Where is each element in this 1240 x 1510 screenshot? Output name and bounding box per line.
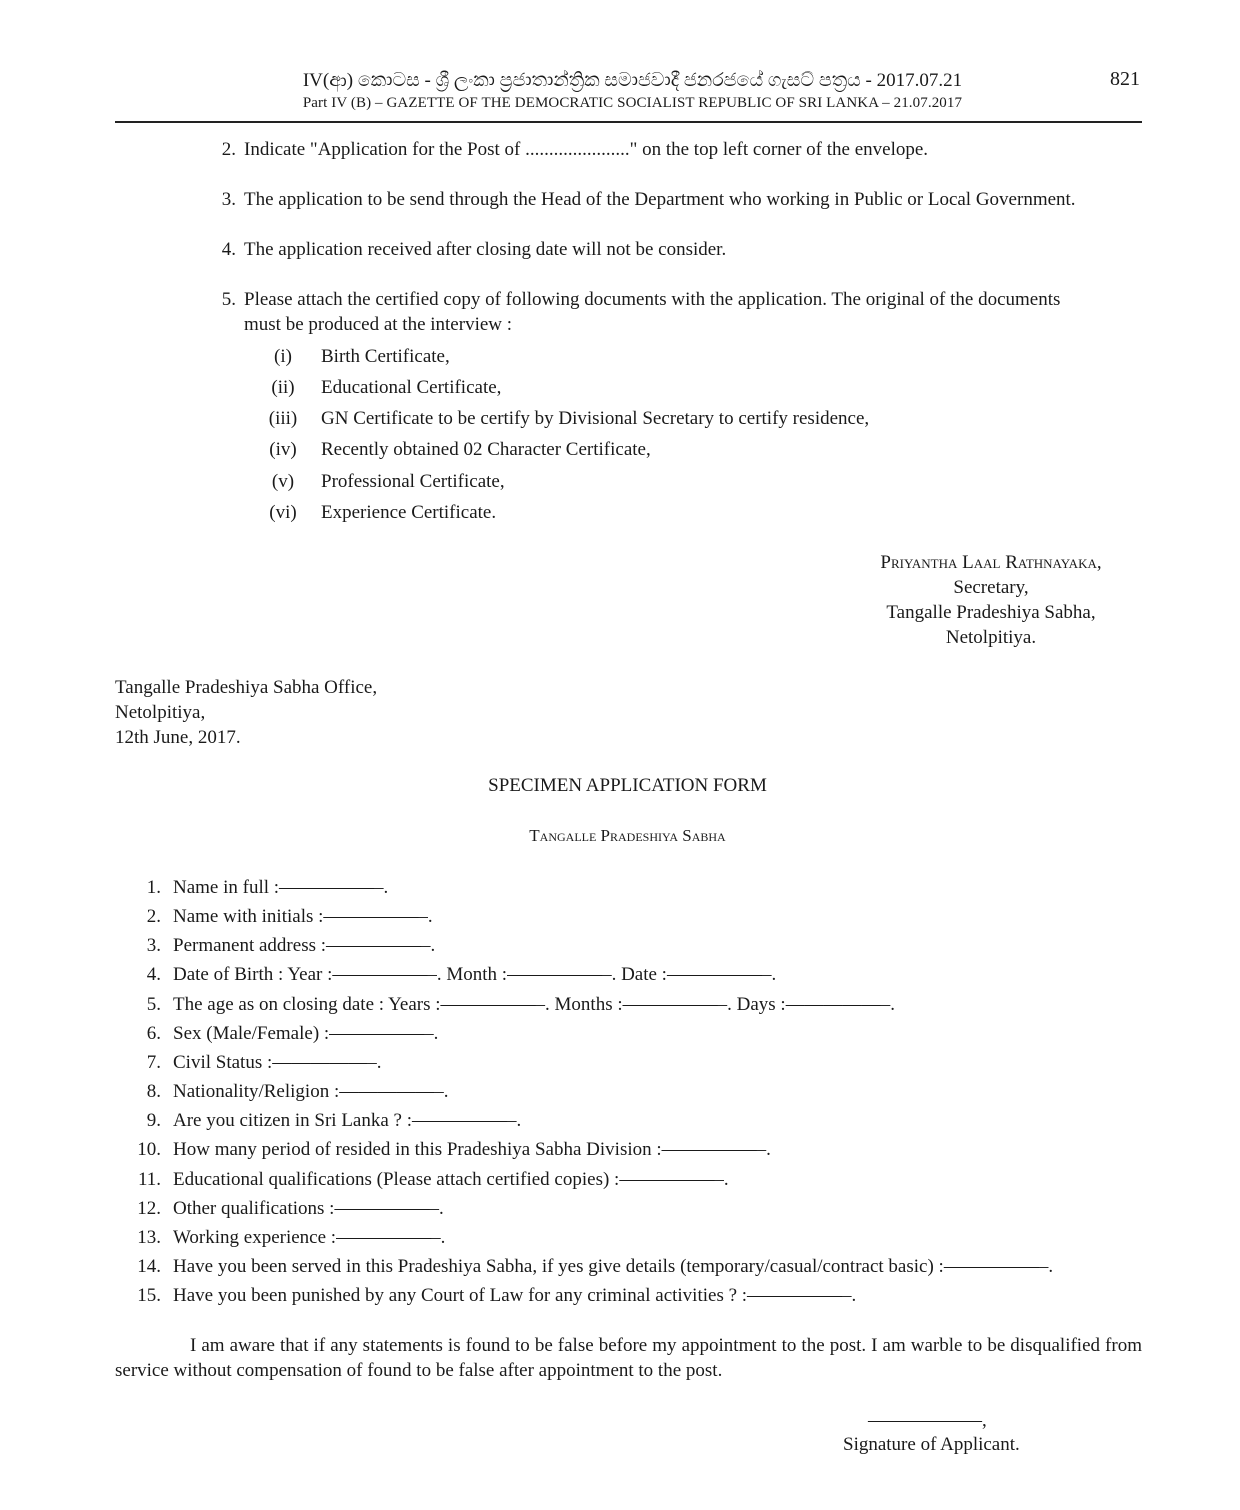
signature-line: ——————,: [868, 1410, 987, 1431]
instruction-text-continued: must be produced at the interview :: [244, 314, 513, 335]
form-field-text: Name in full :—————–.: [173, 877, 389, 898]
instruction-number: 3.: [221, 189, 236, 210]
form-field-text: Have you been punished by any Court of Law for any criminal activities ? :—————–.: [173, 1285, 857, 1306]
form-field-text: Educational qualifications (Please attach certified copies) :—————–.: [173, 1169, 729, 1190]
form-field-number: 5.: [146, 994, 161, 1015]
form-field-text: Civil Status :—————–.: [173, 1052, 382, 1073]
instruction-text: The application to be send through the Head of the Department who working in Public or Local Government.: [244, 189, 1076, 210]
form-field-text: Sex (Male/Female) :—————–.: [173, 1023, 439, 1044]
form-field-number: 14.: [137, 1256, 161, 1277]
form-field-number: 10.: [137, 1139, 161, 1160]
declaration-text: I am aware that if any statements is found to be false before my appointment to the post. I am warble to be disqualified from service without compensation of found to be false after appointment to the post.: [115, 1335, 1142, 1381]
document-number: (ii): [271, 377, 295, 398]
signatory-organization: Tangalle Pradeshiya Sabha,: [886, 602, 1096, 623]
form-field-number: 4.: [146, 964, 161, 985]
form-field-number: 11.: [137, 1169, 161, 1190]
form-title: SPECIMEN APPLICATION FORM: [488, 775, 767, 796]
instruction-number: 2.: [221, 139, 236, 160]
form-field-text: Nationality/Religion :—————–.: [173, 1081, 449, 1102]
document-text: Recently obtained 02 Character Certificate,: [321, 439, 651, 460]
form-field-number: 1.: [146, 877, 161, 898]
signatory-place: Netolpitiya.: [945, 627, 1037, 648]
form-field-text: Permanent address :—————–.: [173, 935, 436, 956]
instruction-number: 5.: [221, 289, 236, 310]
instruction-text: Indicate "Application for the Post of ......................" on the top left corner of the envelope.: [244, 139, 929, 160]
office-name: Tangalle Pradeshiya Sabha Office,: [115, 677, 378, 698]
form-field-text: The age as on closing date : Years :—————–. Months :—————–. Days :—————–.: [173, 994, 895, 1015]
form-field-number: 7.: [146, 1052, 161, 1073]
instruction-number: 4.: [221, 239, 236, 260]
signature-label: Signature of Applicant.: [843, 1434, 1020, 1455]
office-date: 12th June, 2017.: [115, 727, 241, 748]
form-field-text: How many period of resided in this Pradeshiya Sabha Division :—————–.: [173, 1139, 771, 1160]
form-field-text: Date of Birth : Year :—————–. Month :—————–. Date :—————–.: [173, 964, 777, 985]
page-number: 821: [1110, 68, 1140, 90]
document-text: GN Certificate to be certify by Divisional Secretary to certify residence,: [321, 408, 870, 429]
office-place: Netolpitiya,: [115, 702, 206, 723]
document-number: (v): [271, 471, 295, 492]
instruction-text: The application received after closing date will not be consider.: [244, 239, 727, 260]
form-field-number: 6.: [146, 1023, 161, 1044]
document-number: (iii): [268, 408, 298, 429]
gazette-header-english: Part IV (B) – GAZETTE OF THE DEMOCRATIC SOCIALIST REPUBLIC OF SRI LANKA – 21.07.2017: [302, 95, 963, 111]
form-field-text: Have you been served in this Pradeshiya Sabha, if yes give details (temporary/casual/contract basic) :—————–.: [173, 1256, 1054, 1277]
signatory-name: Priyantha Laal Rathnayaka,: [880, 552, 1102, 573]
document-text: Birth Certificate,: [321, 346, 450, 367]
document-text: Educational Certificate,: [321, 377, 502, 398]
form-field-number: 15.: [137, 1285, 161, 1306]
form-field-number: 3.: [146, 935, 161, 956]
document-number: (vi): [269, 502, 297, 523]
form-field-number: 9.: [146, 1110, 161, 1131]
office-address-block: [115, 675, 377, 750]
form-field-text: Are you citizen in Sri Lanka ? :—————–.: [173, 1110, 522, 1131]
signatory-block: [840, 550, 1142, 650]
signatory-title: Secretary,: [953, 577, 1029, 598]
document-text: Professional Certificate,: [321, 471, 505, 492]
form-field-text: Working experience :—————–.: [173, 1227, 446, 1248]
header-rule: [115, 121, 1142, 123]
form-field-number: 2.: [146, 906, 161, 927]
form-subtitle: Tangalle Pradeshiya Sabha: [529, 826, 726, 845]
instruction-text: Please attach the certified copy of following documents with the application. The original of the documents: [244, 289, 1061, 310]
form-field-text: Name with initials :—————–.: [173, 906, 433, 927]
document-number: (iv): [269, 439, 297, 460]
form-field-number: 8.: [146, 1081, 161, 1102]
gazette-header-sinhala: IV(ආ) කොටස - ශ්‍රී ලංකා ප්‍රජාතාන්ත්‍රික සමාජවාදී ජනරජයේ ගැසට් පත්‍රය - 2017.07.21: [302, 70, 963, 91]
form-field-number: 13.: [137, 1227, 161, 1248]
form-field-number: 12.: [137, 1198, 161, 1219]
declaration-paragraph: [115, 1333, 1142, 1383]
form-field-text: Other qualifications :—————–.: [173, 1198, 444, 1219]
document-text: Experience Certificate.: [321, 502, 497, 523]
document-number: (i): [274, 346, 292, 367]
